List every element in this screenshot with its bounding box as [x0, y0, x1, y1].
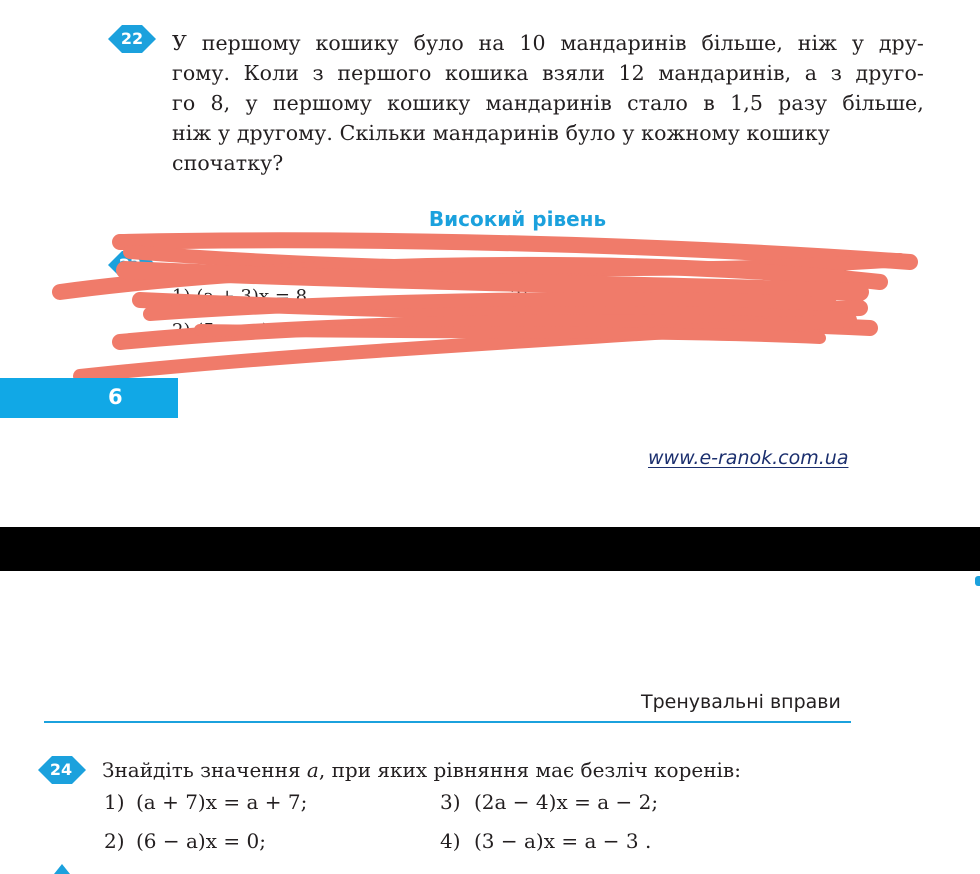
task-22-word: другому. [236, 121, 334, 145]
task-23-fragment: 1 = 6х . [590, 320, 662, 341]
task-22-word: кошику [387, 91, 471, 115]
task-22-word: разу [778, 91, 828, 115]
task-23-fragment: 2) (5 – [172, 320, 230, 341]
task-22-word: кожному [641, 121, 740, 145]
task-24-number: 24 [49, 760, 73, 779]
task-22-word: гому. [172, 61, 231, 85]
task-22-word: кошика [445, 61, 529, 85]
task-22-line [172, 148, 924, 178]
task-22-word: 1,5 [730, 91, 763, 115]
task-22-word: на [478, 31, 505, 55]
task-22-word: мандаринів, [658, 61, 792, 85]
task-22-badge [108, 24, 158, 54]
section-header: Тренувальні вправи [641, 691, 841, 713]
task-23-fragment: рнь. [842, 252, 882, 273]
next-task-badge-partial [50, 862, 74, 874]
level-title: Високий рівень [428, 207, 607, 231]
task-22-word: взяли [542, 61, 605, 85]
task-22-word: в [703, 91, 715, 115]
task-22-word: друго- [855, 61, 924, 85]
task-22-word: кошику [746, 121, 830, 145]
task-22-word: з [830, 61, 842, 85]
task-22-word: 8, [210, 91, 231, 115]
task-22-word: у [851, 31, 865, 55]
task-24-item-equation: (3 − a)x = a − 3 . [474, 829, 652, 853]
publisher-website-link[interactable]: www.e-ranok.com.ua [648, 447, 849, 469]
task-22-word: 10 [519, 31, 546, 55]
task-22-word: першому [272, 91, 372, 115]
task-22-word: а [804, 61, 818, 85]
task-24-badge [38, 755, 88, 785]
task-23-number: 23 [118, 255, 142, 274]
task-22-word: ніж [172, 121, 212, 145]
task-22-word: більше, [842, 91, 924, 115]
task-22-line [172, 118, 924, 148]
task-22-word: ніж [797, 31, 838, 55]
task-23-fragment: 1) (а + 3)х = 8, [172, 286, 313, 307]
task-22-word: 12 [618, 61, 645, 85]
task-22-line [172, 28, 924, 58]
task-22-word: дру- [878, 31, 924, 55]
task-22-word: кошику [315, 31, 399, 55]
edge-mark [975, 576, 980, 586]
task-22-word: мандаринів [485, 91, 612, 115]
task-24-prompt [102, 758, 741, 782]
prompt-variable: a [306, 758, 319, 782]
task-22-word: з [312, 61, 324, 85]
task-24-item-label: 4) [440, 829, 461, 853]
task-22-word: го [172, 91, 196, 115]
task-24-item-equation: (2a − 4)x = a − 2; [474, 790, 659, 814]
page-separator-band [0, 527, 980, 571]
task-24-item-label: 1) [104, 790, 125, 814]
task-22-word: мандаринів [432, 121, 559, 145]
task-23-fragment: 3) а [510, 286, 545, 307]
task-22-word: першому [201, 31, 301, 55]
task-22-word: мандаринів [560, 31, 687, 55]
task-22-word: було [565, 121, 616, 145]
task-22-word: було [413, 31, 464, 55]
task-22-word: у [218, 121, 231, 145]
task-22-word: у [245, 91, 258, 115]
prompt-text: Знайдіть значення [102, 758, 307, 782]
scribble-overlay [0, 230, 980, 390]
page-number: 6 [108, 385, 123, 409]
task-23-fragment: ) [262, 320, 270, 341]
task-24-item-label: 3) [440, 790, 461, 814]
task-22-word: спочатку? [172, 151, 284, 175]
task-24-item-equation: (a + 7)x = a + 7; [136, 790, 308, 814]
page-number-tab [0, 378, 178, 418]
task-22-text [172, 28, 924, 178]
task-22-word: стало [627, 91, 688, 115]
task-22-word: більше, [701, 31, 783, 55]
task-22-word: у [622, 121, 635, 145]
task-24-item-label: 2) [104, 829, 125, 853]
task-22-number: 22 [120, 29, 144, 48]
task-22-word: Скільки [339, 121, 427, 145]
header-divider [44, 721, 851, 723]
prompt-text: , при яких рівняння має безліч коренів: [318, 758, 741, 782]
task-22-line [172, 88, 924, 118]
task-22-word: Коли [243, 61, 299, 85]
task-22-line [172, 58, 924, 88]
task-22-word: першого [337, 61, 432, 85]
task-24-item-equation: (6 − a)x = 0; [136, 829, 266, 853]
task-22-word: У [172, 31, 187, 55]
